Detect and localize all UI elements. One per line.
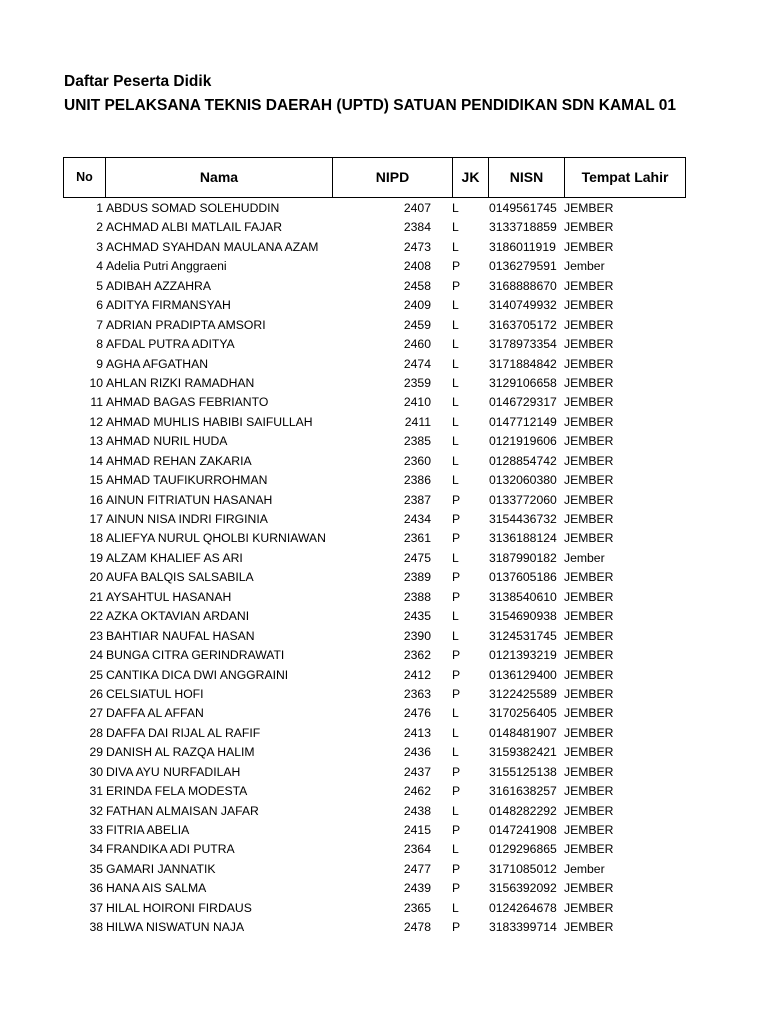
cell-jk: P [452,278,461,293]
cell-no: 38 [89,920,103,935]
cell-nipd: 2361 [403,531,431,546]
table-row [0,432,768,451]
cell-nipd: 2478 [403,920,431,935]
cell-jk: P [452,920,461,935]
cell-nama: AZKA OKTAVIAN ARDANI [106,609,250,624]
cell-no: 18 [89,531,103,546]
cell-tempat-lahir: JEMBER [564,414,614,429]
table-row [0,199,768,218]
table-row [0,588,768,607]
cell-no: 19 [89,550,103,565]
table-header [63,157,686,198]
cell-nipd: 2410 [403,395,431,410]
cell-nama: ABDUS SOMAD SOLEHUDDIN [106,201,280,215]
cell-no: 30 [89,764,103,779]
cell-jk: L [452,356,459,371]
table-row [0,393,768,412]
cell-nisn: 3154690938 [489,609,557,624]
cell-nisn: 3161638257 [489,784,557,799]
table-row [0,491,768,510]
cell-nipd: 2409 [403,298,431,313]
table-row [0,374,768,393]
cell-nipd: 2413 [403,725,431,740]
cell-tempat-lahir: JEMBER [564,239,614,254]
cell-no: 33 [89,823,103,837]
cell-tempat-lahir: JEMBER [564,706,614,721]
cell-nisn: 0128854742 [489,453,557,468]
cell-jk: L [452,803,459,818]
cell-tempat-lahir: JEMBER [564,589,614,604]
table-row [0,802,768,821]
cell-tempat-lahir: JEMBER [564,298,614,313]
cell-jk: P [452,570,461,585]
cell-tempat-lahir: JEMBER [564,881,614,896]
cell-nisn: 0149561745 [489,201,557,215]
column-header-no: No [76,170,93,184]
column-header-tempat-lahir: Tempat Lahir [564,158,685,197]
cell-no: 21 [89,589,103,604]
cell-tempat-lahir: JEMBER [564,531,614,546]
cell-jk: L [452,900,459,915]
table-row [0,646,768,665]
cell-tempat-lahir: JEMBER [564,570,614,585]
cell-nipd: 2473 [403,239,431,254]
cell-nipd: 2364 [403,842,431,857]
cell-no: 16 [89,492,103,507]
cell-tempat-lahir: JEMBER [564,512,614,526]
cell-nipd: 2476 [403,706,431,721]
cell-nisn: 3171884842 [489,356,557,371]
cell-nipd: 2436 [403,745,431,760]
table-row [0,763,768,782]
cell-nama: ALIEFYA NURUL QHOLBI KURNIAWAN [106,531,326,546]
cell-tempat-lahir: JEMBER [564,803,614,818]
cell-nipd: 2435 [403,609,431,624]
cell-no: 7 [96,317,103,332]
cell-no: 3 [96,239,103,254]
cell-nisn: 3170256405 [489,706,557,721]
cell-no: 36 [89,881,103,896]
cell-jk: L [452,298,459,313]
cell-jk: P [452,861,461,876]
cell-nisn: 0121919606 [489,434,557,449]
cell-nipd: 2359 [403,375,431,390]
cell-no: 13 [89,434,103,449]
cell-jk: P [452,259,461,274]
cell-nama: AHMAD NURIL HUDA [106,434,228,449]
cell-jk: P [452,492,461,507]
cell-tempat-lahir: JEMBER [564,609,614,624]
cell-nisn: 0137605186 [489,570,557,585]
cell-jk: L [452,434,459,449]
cell-nama: ADIBAH AZZAHRA [106,278,211,293]
cell-no: 37 [89,900,103,915]
cell-no: 25 [89,667,103,682]
cell-nipd: 2387 [403,492,431,507]
cell-nipd: 2439 [403,881,431,896]
cell-nipd: 2459 [403,317,431,332]
column-header-jk: JK [452,158,488,197]
cell-no: 35 [89,861,103,876]
cell-no: 34 [89,842,103,857]
cell-tempat-lahir: JEMBER [564,628,614,643]
cell-nisn: 3187990182 [489,550,557,565]
column-header-nisn: NISN [488,158,564,197]
cell-nama: AHMAD TAUFIKURROHMAN [106,473,268,488]
cell-nipd: 2407 [403,201,431,215]
cell-nama: Adelia Putri Anggraeni [106,259,227,274]
cell-tempat-lahir: Jember [564,259,605,274]
cell-jk: L [452,473,459,488]
cell-tempat-lahir: JEMBER [564,434,614,449]
table-row [0,666,768,685]
cell-no: 4 [96,259,103,274]
cell-tempat-lahir: JEMBER [564,453,614,468]
cell-nama: ALZAM KHALIEF AS ARI [106,550,243,565]
table-row [0,529,768,548]
cell-nama: FITRIA ABELIA [106,823,190,837]
cell-nipd: 2474 [403,356,431,371]
cell-no: 15 [89,473,103,488]
cell-jk: P [452,667,461,682]
cell-nisn: 3159382421 [489,745,557,760]
cell-tempat-lahir: JEMBER [564,900,614,915]
cell-no: 8 [96,337,103,352]
table-row [0,238,768,257]
cell-tempat-lahir: JEMBER [564,764,614,779]
cell-tempat-lahir: JEMBER [564,317,614,332]
cell-tempat-lahir: Jember [564,550,605,565]
cell-tempat-lahir: JEMBER [564,823,614,837]
cell-nisn: 3168888670 [489,278,557,293]
cell-nama: DANISH AL RAZQA HALIM [106,745,255,760]
cell-nipd: 2362 [403,648,431,663]
table-row [0,860,768,879]
cell-jk: P [452,512,461,526]
cell-jk: L [452,706,459,721]
cell-jk: L [452,220,459,235]
cell-nama: AHMAD REHAN ZAKARIA [106,453,252,468]
cell-nisn: 3154436732 [489,512,557,526]
document-title: Daftar Peserta Didik [64,73,212,90]
cell-tempat-lahir: JEMBER [564,278,614,293]
cell-nipd: 2388 [403,589,431,604]
cell-jk: L [452,609,459,624]
table-row [0,218,768,237]
cell-nisn: 3136188124 [489,531,557,546]
cell-tempat-lahir: JEMBER [564,686,614,701]
cell-nama: HILAL HOIRONI FIRDAUS [106,900,252,915]
cell-jk: L [452,453,459,468]
cell-jk: L [452,337,459,352]
cell-tempat-lahir: JEMBER [564,337,614,352]
cell-nama: GAMARI JANNATIK [106,861,216,876]
cell-jk: P [452,784,461,799]
cell-nisn: 0148481907 [489,725,557,740]
table-row [0,743,768,762]
cell-jk: L [452,414,459,429]
cell-nisn: 0147241908 [489,823,557,837]
cell-nipd: 2475 [403,550,431,565]
table-row [0,277,768,296]
cell-nisn: 0136129400 [489,667,557,682]
cell-nisn: 0148282292 [489,803,557,818]
cell-nama: AHLAN RIZKI RAMADHAN [106,375,255,390]
table-row [0,452,768,471]
cell-tempat-lahir: JEMBER [564,375,614,390]
cell-nisn: 0129296865 [489,842,557,857]
cell-no: 6 [96,298,103,313]
cell-no: 5 [96,278,103,293]
cell-nipd: 2386 [403,473,431,488]
table-row [0,316,768,335]
cell-nipd: 2389 [403,570,431,585]
table-row [0,413,768,432]
table-row [0,899,768,918]
cell-nipd: 2363 [403,686,431,701]
cell-no: 29 [89,745,103,760]
cell-no: 12 [89,414,103,429]
cell-tempat-lahir: JEMBER [564,220,614,235]
cell-nipd: 2365 [403,900,431,915]
cell-nipd: 2415 [403,823,431,837]
cell-no: 10 [89,375,103,390]
table-row [0,257,768,276]
cell-nama: ADITYA FIRMANSYAH [106,298,231,313]
cell-nisn: 3183399714 [489,920,557,935]
cell-no: 23 [89,628,103,643]
cell-nipd: 2434 [403,512,431,526]
table-row [0,821,768,840]
cell-tempat-lahir: JEMBER [564,842,614,857]
table-row [0,685,768,704]
cell-jk: P [452,764,461,779]
cell-tempat-lahir: JEMBER [564,667,614,682]
cell-nipd: 2411 [404,414,431,429]
cell-nama: HANA AIS SALMA [106,881,207,896]
cell-nipd: 2408 [403,259,431,274]
table-row [0,782,768,801]
cell-no: 20 [89,570,103,585]
cell-nama: ACHMAD SYAHDAN MAULANA AZAM [106,239,319,254]
column-header-nama: Nama [105,158,332,197]
cell-nisn: 3163705172 [489,317,557,332]
cell-tempat-lahir: JEMBER [564,745,614,760]
cell-no: 32 [89,803,103,818]
cell-nisn: 3133718859 [489,220,557,235]
cell-nisn: 0147712149 [489,414,557,429]
cell-nisn: 3124531745 [489,628,557,643]
cell-jk: L [452,395,459,410]
cell-jk: P [452,531,461,546]
table-row [0,724,768,743]
table-row [0,840,768,859]
cell-nama: CANTIKA DICA DWI ANGGRAINI [106,667,289,682]
cell-nama: AINUN NISA INDRI FIRGINIA [106,512,268,526]
cell-jk: L [452,628,459,643]
cell-nama: DIVA AYU NURFADILAH [106,764,241,779]
cell-nisn: 3155125138 [489,764,557,779]
cell-jk: L [452,201,459,215]
cell-tempat-lahir: JEMBER [564,784,614,799]
cell-nipd: 2390 [403,628,431,643]
cell-jk: L [452,745,459,760]
cell-nisn: 3156392092 [489,881,557,896]
table-row [0,627,768,646]
cell-jk: L [452,550,459,565]
cell-nipd: 2412 [403,667,431,682]
cell-tempat-lahir: JEMBER [564,492,614,507]
table-row [0,335,768,354]
cell-jk: L [452,375,459,390]
cell-jk: L [452,239,459,254]
cell-no: 27 [89,706,103,721]
cell-jk: L [452,842,459,857]
cell-tempat-lahir: JEMBER [564,395,614,410]
cell-nama: CELSIATUL HOFI [106,686,204,701]
cell-nipd: 2385 [403,434,431,449]
cell-nisn: 3140749932 [489,298,557,313]
cell-nisn: 3186011919 [489,239,556,254]
cell-jk: L [452,317,459,332]
cell-no: 1 [96,201,103,215]
cell-nipd: 2477 [403,861,431,876]
cell-no: 31 [89,784,103,799]
cell-no: 24 [89,648,103,663]
cell-nama: ADRIAN PRADIPTA AMSORI [106,317,266,332]
table-row [0,296,768,315]
cell-jk: P [452,823,461,837]
cell-nisn: 3129106658 [489,375,557,390]
cell-nisn: 0146729317 [489,395,557,410]
cell-nipd: 2437 [403,764,431,779]
cell-nama: FRANDIKA ADI PUTRA [106,842,235,857]
table-row [0,471,768,490]
cell-nama: DAFFA AL AFFAN [106,706,204,721]
cell-jk: P [452,589,461,604]
column-header-nipd: NIPD [332,158,452,197]
cell-nama: AINUN FITRIATUN HASANAH [106,492,273,507]
cell-nama: AYSAHTUL HASANAH [106,589,232,604]
cell-nisn: 0124264678 [489,900,557,915]
cell-nisn: 0132060380 [489,473,557,488]
cell-nama: DAFFA DAI RIJAL AL RAFIF [106,725,261,740]
table-row [0,918,768,937]
table-row [0,607,768,626]
cell-no: 11 [90,395,103,410]
cell-nama: BAHTIAR NAUFAL HASAN [106,628,255,643]
cell-no: 2 [96,220,103,235]
cell-nama: AHMAD BAGAS FEBRIANTO [106,395,269,410]
cell-nipd: 2384 [403,220,431,235]
cell-nama: HILWA NISWATUN NAJA [106,920,245,935]
cell-nipd: 2360 [403,453,431,468]
cell-tempat-lahir: Jember [564,861,605,876]
cell-nipd: 2438 [403,803,431,818]
cell-tempat-lahir: JEMBER [564,201,614,215]
cell-tempat-lahir: JEMBER [564,648,614,663]
cell-no: 17 [89,512,103,526]
table-row [0,355,768,374]
cell-nipd: 2460 [403,337,431,352]
cell-nama: ERINDA FELA MODESTA [106,784,248,799]
cell-tempat-lahir: JEMBER [564,725,614,740]
cell-nisn: 0136279591 [489,259,557,274]
cell-nipd: 2458 [403,278,431,293]
cell-jk: P [452,881,461,896]
cell-no: 9 [96,356,103,371]
table-row [0,704,768,723]
cell-nisn: 0121393219 [489,648,557,663]
table-row [0,549,768,568]
cell-nisn: 3178973354 [489,337,557,352]
cell-nama: FATHAN ALMAISAN JAFAR [106,803,259,818]
table-row [0,879,768,898]
cell-nama: AUFA BALQIS SALSABILA [106,570,254,585]
cell-no: 26 [89,686,103,701]
table-row [0,510,768,529]
cell-nama: ACHMAD ALBI MATLAIL FAJAR [106,220,283,235]
student-table-body [0,199,768,938]
cell-nama: AGHA AFGATHAN [106,356,209,371]
cell-tempat-lahir: JEMBER [564,473,614,488]
cell-nama: AFDAL PUTRA ADITYA [106,337,235,352]
cell-nama: AHMAD MUHLIS HABIBI SAIFULLAH [106,414,313,429]
document-subtitle: UNIT PELAKSANA TEKNIS DAERAH (UPTD) SATUAN PENDIDIKAN SDN KAMAL 01 [64,97,676,114]
cell-jk: L [452,725,459,740]
cell-no: 28 [89,725,103,740]
cell-nisn: 3122425589 [489,686,557,701]
cell-tempat-lahir: JEMBER [564,356,614,371]
table-row [0,568,768,587]
cell-nama: BUNGA CITRA GERINDRAWATI [106,648,285,663]
cell-nisn: 3138540610 [489,589,557,604]
cell-nisn: 0133772060 [489,492,557,507]
cell-nisn: 3171085012 [489,861,557,876]
cell-tempat-lahir: JEMBER [564,920,614,935]
cell-no: 22 [89,609,103,624]
cell-nipd: 2462 [403,784,431,799]
cell-jk: P [452,648,461,663]
cell-jk: P [452,686,461,701]
cell-no: 14 [89,453,103,468]
